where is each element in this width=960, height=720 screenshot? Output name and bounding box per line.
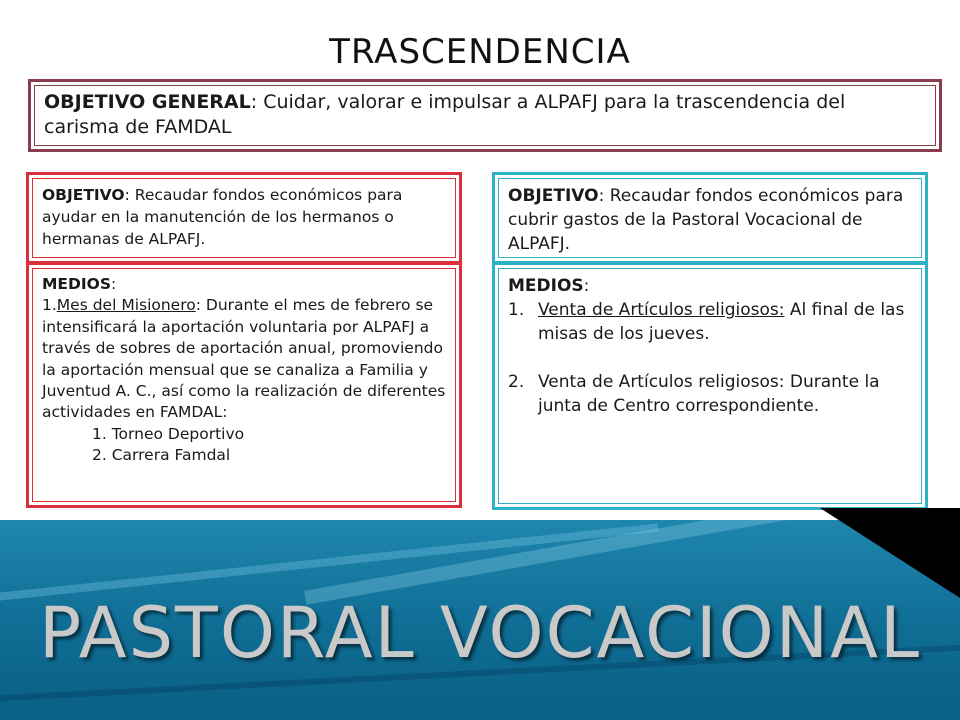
- general-objective-label: OBJETIVO GENERAL: [44, 91, 251, 113]
- left-item-prefix: 1.: [42, 296, 57, 315]
- right-item1-title: Venta de Artículos religiosos:: [538, 300, 785, 320]
- general-objective-sep: :: [250, 91, 264, 113]
- banner-title: PASTORAL VOCACIONAL: [39, 592, 921, 674]
- left-item-text: : Durante el mes de febrero se intensificará la aportación voluntaria por ALPAFJ a través de sobres de aportación anual, promoviendo la aportación mensual que se canaliza a Familia y Juventud A. C., así como la realización de diferentes actividades en FAMDAL:: [42, 296, 446, 422]
- left-item-title: Mes del Misionero: [56, 296, 196, 315]
- right-objective-text: Recaudar fondos económicos para cubrir gastos de la Pastoral Vocacional de ALPAFJ.: [508, 186, 904, 254]
- right-means-item-2: [508, 370, 912, 418]
- left-objective-sep: :: [124, 186, 135, 204]
- right-means-label: MEDIOS: [508, 276, 584, 296]
- right-means-sep: :: [583, 276, 590, 296]
- general-objective-box: [28, 79, 942, 152]
- right-item1-text: Al final de las misas de los jueves.: [538, 300, 905, 344]
- right-item1-num: 1.: [508, 300, 525, 320]
- right-item2-text: Venta de Artículos religiosos: Durante la junta de Centro correspondiente.: [538, 372, 880, 416]
- right-item2-num: 2.: [508, 372, 525, 392]
- slide-title: TRASCENDENCIA: [329, 32, 631, 72]
- right-objective-sep: :: [598, 186, 610, 206]
- right-means-box: [492, 262, 928, 510]
- left-means-item: [42, 295, 446, 423]
- right-objective-box: [492, 172, 928, 264]
- left-objective-box: [26, 172, 462, 264]
- corner-wedge: [820, 508, 960, 598]
- left-means-label: MEDIOS: [42, 275, 111, 293]
- left-means-sep: :: [111, 275, 117, 293]
- right-objective-label: OBJETIVO: [508, 186, 599, 206]
- left-sub-item: 2. Carrera Famdal: [92, 446, 231, 465]
- left-sub-item: 1. Torneo Deportivo: [92, 424, 245, 443]
- left-objective-text: Recaudar fondos económicos para ayudar en la manutención de los hermanos o hermanas de ALPAFJ.: [42, 186, 403, 248]
- left-means-box: [26, 262, 462, 508]
- left-objective-label: OBJETIVO: [42, 186, 125, 204]
- general-objective-text: Cuidar, valorar e impulsar a ALPAFJ para la trascendencia del carisma de FAMDAL: [44, 91, 846, 138]
- right-means-item-1: [508, 298, 912, 346]
